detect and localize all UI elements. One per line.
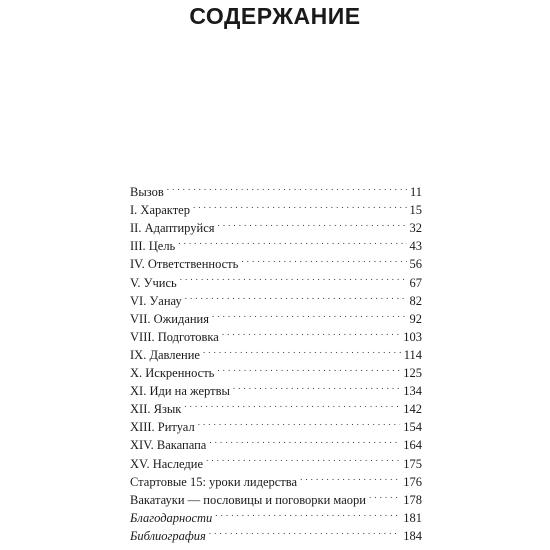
toc-entry-page: 32: [409, 221, 422, 236]
toc-leader-dots: [178, 232, 406, 250]
toc-entry-page: 154: [403, 420, 422, 435]
toc-entry-page: 82: [409, 293, 422, 308]
toc-entry-label: III. Цель: [130, 239, 176, 254]
toc-leader-dots: [217, 359, 400, 377]
toc-entry-label: Вакатауки — пословицы и поговорки маори: [130, 492, 366, 507]
toc-entry-label: V. Учись: [130, 275, 177, 290]
toc-entry-page: 181: [403, 510, 422, 525]
toc-entry-chapter-1[interactable]: [130, 196, 422, 218]
toc-entry-label: Благодарности: [130, 510, 213, 525]
toc-entry-label: IX. Давление: [130, 347, 200, 362]
toc-entry-label: Вызов: [130, 185, 164, 200]
toc-entry-page: 103: [403, 329, 422, 344]
toc-leader-dots: [218, 214, 407, 232]
toc-leader-dots: [233, 377, 400, 395]
toc-entry-label: VI. Уанау: [130, 293, 182, 308]
toc-leader-dots: [198, 413, 401, 431]
toc-entry-page: 15: [409, 203, 422, 218]
toc-entry-page: 184: [403, 528, 422, 543]
toc-entry-label: XIV. Вакапапа: [130, 438, 207, 453]
toc-entry-page: 175: [403, 456, 422, 471]
toc-entry-label: XIII. Ритуал: [130, 420, 195, 435]
toc-entry-page: 92: [409, 311, 422, 326]
toc-leader-dots: [300, 468, 400, 486]
toc-leader-dots: [167, 178, 407, 196]
toc-entry-label: VII. Ожидания: [130, 311, 209, 326]
toc-leader-dots: [241, 250, 406, 268]
toc-entry-page: 67: [409, 275, 422, 290]
toc-entry-page: 56: [409, 257, 422, 272]
toc-leader-dots: [193, 196, 407, 214]
toc-entry-label: Стартовые 15: уроки лидерства: [130, 474, 298, 489]
toc-leader-dots: [222, 323, 400, 341]
toc-entry-label: VIII. Подготовка: [130, 329, 219, 344]
toc-entry-challenge[interactable]: [130, 178, 422, 200]
toc-entry-label: Библиография: [130, 528, 206, 543]
toc-entry-label: II. Адаптируйся: [130, 221, 215, 236]
toc-entry-page: 164: [403, 438, 422, 453]
toc-entry-page: 176: [403, 474, 422, 489]
toc-entry-page: 43: [409, 239, 422, 254]
toc-entry-page: 134: [403, 384, 422, 399]
toc-entry-label: IV. Ответственность: [130, 257, 239, 272]
toc-leader-dots: [209, 431, 400, 449]
toc-entry-label: X. Искренность: [130, 366, 215, 381]
table-of-contents: [130, 178, 422, 543]
toc-leader-dots: [180, 268, 407, 286]
toc-entry-page: 114: [403, 347, 422, 362]
toc-entry-page: 125: [403, 366, 422, 381]
toc-entry-label: XI. Иди на жертвы: [130, 384, 230, 399]
toc-leader-dots: [209, 522, 400, 540]
toc-leader-dots: [185, 287, 407, 305]
toc-entry-label: XV. Наследие: [130, 456, 204, 471]
page-title: СОДЕРЖАНИЕ: [189, 3, 361, 29]
toc-leader-dots: [184, 395, 400, 413]
toc-leader-dots: [369, 486, 400, 504]
toc-leader-dots: [203, 341, 401, 359]
toc-leader-dots: [206, 449, 400, 467]
toc-entry-label: I. Характер: [130, 203, 190, 218]
toc-leader-dots: [215, 504, 400, 522]
toc-entry-label: XII. Язык: [130, 402, 182, 417]
toc-entry-page: 178: [403, 492, 422, 507]
toc-leader-dots: [212, 305, 407, 323]
toc-entry-page: 11: [409, 185, 422, 200]
toc-entry-page: 142: [403, 402, 422, 417]
